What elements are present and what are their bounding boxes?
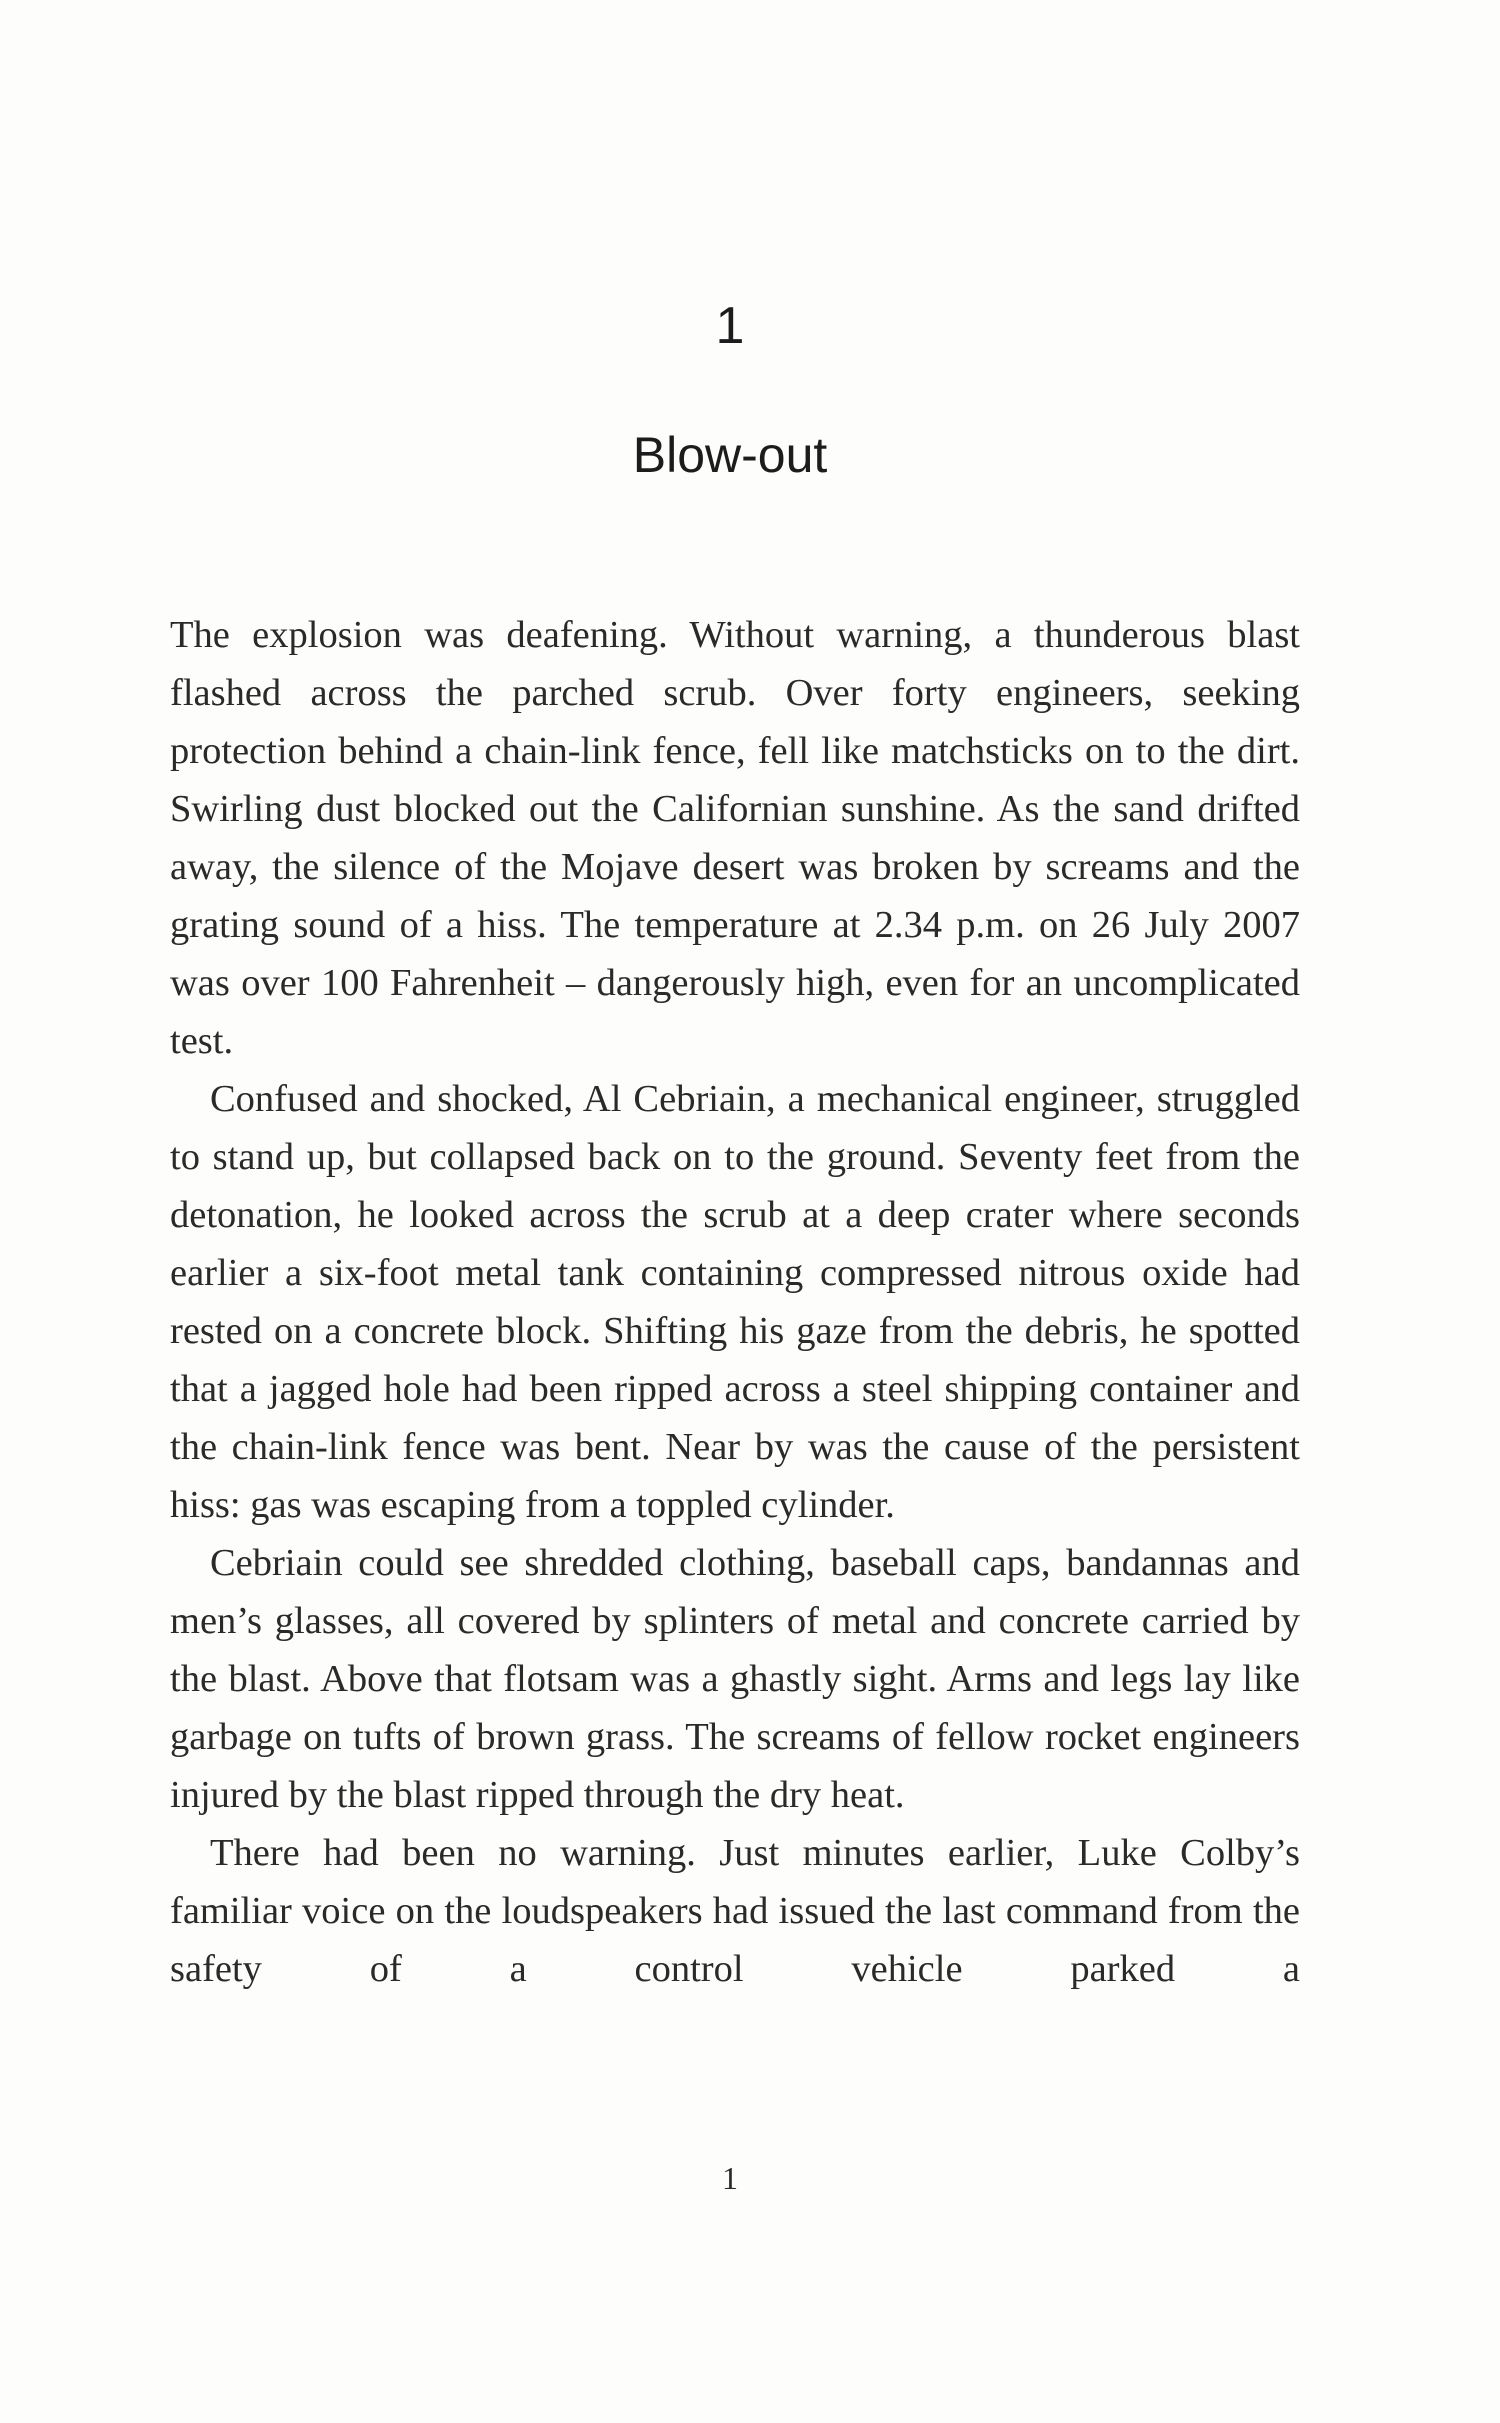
paragraph-4: There had been no warning. Just minutes earlier, Luke Colby’s familiar voice on the loudspeakers had issued the last command from the safety of a control vehicle parked a: [170, 1832, 1300, 1990]
paragraph-3: Cebriain could see shredded clothing, baseball caps, bandannas and men’s glasses, all covered by splinters of metal and concrete carried by the blast. Above that flotsam was a ghastly sight. Arms and legs lay like garbage on tufts of brown grass. The screams of fellow rocket engineers injured by the blast ripped through the dry heat.: [170, 1542, 1300, 1816]
page-number: 1: [722, 2160, 738, 2196]
body-text: [170, 606, 1300, 1998]
paragraph-2: Confused and shocked, Al Cebriain, a mechanical engineer, struggled to stand up, but collapsed back on to the ground. Seventy feet from the detonation, he looked across the scrub at a deep crater where seconds earlier a six-foot metal tank containing compressed nitrous oxide had rested on a concrete block. Shifting his gaze from the debris, he spotted that a jagged hole had been ripped across a steel shipping container and the chain-link fence was bent. Near by was the cause of the persistent hiss: gas was escaping from a toppled cylinder.: [170, 1078, 1300, 1526]
paragraph-1: The explosion was deafening. Without warning, a thunderous blast flashed across the parched scrub. Over forty engineers, seeking protection behind a chain-link fence, fell like matchsticks on to the dirt. Swirling dust blocked out the Californian sunshine. As the sand drifted away, the silence of the Mojave desert was broken by screams and the grating sound of a hiss. The temperature at 2.34 p.m. on 26 July 2007 was over 100 Fahrenheit – dangerously high, even for an uncomplicated test.: [170, 614, 1300, 1062]
chapter-number: 1: [715, 297, 745, 355]
chapter-title: Blow-out: [632, 427, 828, 483]
